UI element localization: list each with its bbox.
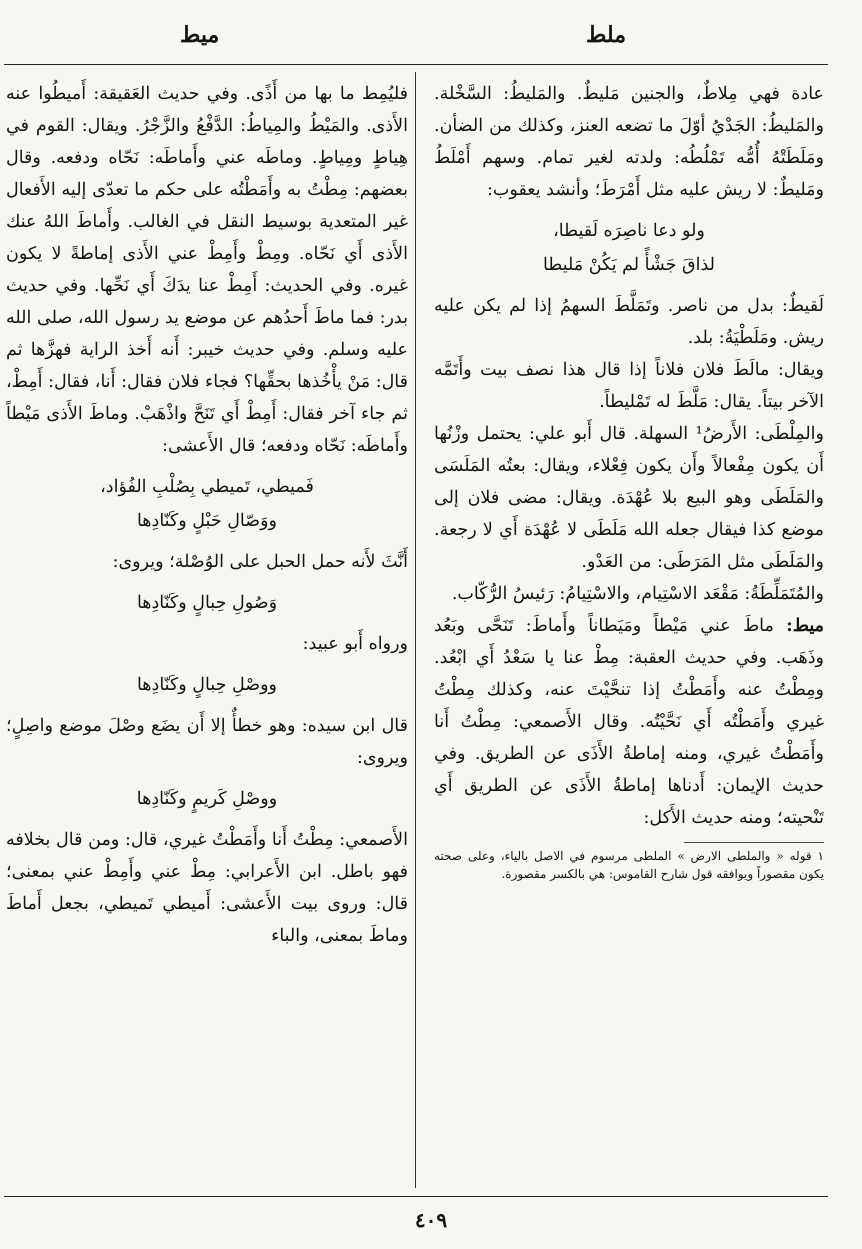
page-number: ٤٠٩ — [414, 1208, 448, 1232]
entry-paragraph: ورواه أَبو عبيد: — [302, 634, 408, 654]
running-head-right: ملط — [586, 22, 626, 48]
entry-paragraph: ويقال: مالَطَ فلان فلاناً إذا قال هذا نصف بيت وأَتَمَّه الآخر بيتاً. يقال: مَلَّطَ له تَمْليطاً. — [434, 360, 824, 412]
headword: ميط: — [786, 616, 824, 636]
footnote-rule — [684, 842, 824, 843]
verse — [6, 470, 408, 538]
verse: ووصْلِ كَريمٍ وكَنّادِها — [136, 789, 278, 809]
entry-text: ماطَ عني مَيْطاً ومَيَطاناً وأَماطَ: تَنَحَّى وبَعُد وذَهَب. وفي حديث العقبة: مِطْ عنا يا سَعْدُ أَي ابْعُد. ومِطْتُ عنه وأَمَطْتُ إذا تنحَّيْتَ عنه، وكذلك مِطْتُ غيري وأَمَطْتُه أَي نَحَّيْتُه. وقال الأَصمعي: مِطْتُ أَنا وأَمَطْتُ غيري، ومنه إماطةُ الأَذَى عن الطريق. وفي حديث الإيمان: أَدناها إماطةُ الأَذَى عن الطريق أَي تَنْحيته؛ ومنه حديث الأَكل: — [434, 616, 824, 828]
column-divider — [415, 72, 416, 1188]
entry-paragraph: والمُتَمَلِّطَةُ: مَقْعَد الاسْتِيام، والاسْتِيامُ: رَئيسُ الرُّكّاب. — [451, 584, 824, 604]
entry-paragraph — [434, 610, 824, 834]
entry-paragraph: فليُمِط ما بها من أَذًى. وفي حديث العَقيقة: أَميطُوا عنه الأَذى. والمَيْطُ والمِياطُ: الدَّفْعُ والزَّجْرُ. ويقال: القوم في هِياطٍ ومِياطٍ. وماطَه عني وأَماطَه: نَحّاه ودفعه. وقال بعضهم: مِطْتُ به وأَمَطْتُه على حكم ما تعدّى إليه الأَفعال غير المتعدية بوسيط النقل في الغالب. وأَماطَ اللهُ عنك الأَذى أَي نَحّاه. ومِطْ وأَمِطْ عني الأَذى إماطةً لا يكون غيره. وفي الحديث: أَمِطْ عنا يدَكَ أَي نَحِّها. وفي حديث بدر: فما ماطَ أَحدُهم عن موضع يد رسول الله، صلى الله عليه وسلم. وفي حديث خيبر: أَنه أَخذ الراية فهزَّها ثم قال: مَنْ يأْخُذها بحقِّها؟ فجاء فلان فقال: أَنا، فقال: أَمِطْ، ثم جاء آخر فقال: أَمِطْ أَي تَنَحَّ واذْهَبْ. وماطَ الأَذى مَيْطاً وأَماطَه: نَحّاه ودفعه؛ قال الأَعشى: — [6, 84, 408, 456]
entry-paragraph: قال ابن سيده: وهو خطأٌ إلا أَن يضَع وصْلَ موضع واصِلٍ؛ ويروى: — [6, 716, 408, 768]
footnote: ١ قوله « والملطى الارض » الملطى مرسوم في الاصل بالياء، وعلى صحته يكون مقصوراً ويوافقه قول شارح القاموس: هي بالكسر مقصورة. — [434, 849, 824, 881]
entry-paragraph: لَقيطٌ: بدل من ناصر. وتَمَلَّطَ السهمُ إذا لم يكن عليه ريش. ومَلَطْيَةُ: بلد. — [434, 296, 824, 348]
verse: ووصْلِ حِبالٍ وكَنّادِها — [136, 675, 278, 695]
entry-paragraph: والمِلْطَى: الأَرضُ¹ السهلة. قال أَبو علي: يحتمل وزْنُها أَن يكون مِفْعالاً وأَن يكون فِعْلاء، ويقال: بعتُه المَلَسَى والمَلَطَى وهو البيع بلا عُهْدَة. ويقال: مضى فلان إلى موضع كذا فيقال جعله الله مَلَطَى لا عُهْدَة أَي لا رجعة. والمَلَطَى مثل المَرَطَى: من العَدْو. — [434, 424, 824, 572]
left-column — [6, 78, 408, 1190]
entry-paragraph: عادة فهي مِلاطٌ، والجنين مَليطٌ. والمَليطُ: السَّخْلة. والمَليطُ: الجَدْيُ أوّلَ ما تضعه العنز، وكذلك من الضأن. ومَلَطَتْهُ أُمُّه تَمْلُطُه: ولدته لغير تمام. وسهم أَمْلَطُ ومَليطٌ: لا ريش عليه مثل أَمْرَطَ؛ وأنشد يعقوب: — [434, 84, 824, 200]
verse — [434, 214, 824, 282]
entry-paragraph: الأَصمعي: مِطْتُ أَنا وأَمَطْتُ غيري، قال: ومن قال بخلافه فهو باطل. ابن الأَعرابي: مِطْ عني وأَمِطْ عني بمعنى؛ قال: وروى بيت الأَعشى: أَميطي تَميطي، بجعل أَماطَ وماطَ بمعنى، والباء — [6, 830, 408, 946]
verse-line: ووَصّالِ حَبْلٍ وكَنّادِها — [136, 511, 278, 531]
verse-line: ولو دعا ناصِرَه لَقيطا، — [553, 221, 705, 241]
verse-line: لذاقَ جَشْأً لم يَكُنْ مَليطا — [543, 255, 715, 275]
entry-paragraph: أَنَّثَ لأَنه حمل الحبل على الوُصْلة؛ ويروى: — [112, 552, 408, 572]
bottom-rule — [4, 1196, 828, 1197]
running-head-left: ميط — [180, 22, 220, 48]
verse: وَصُولِ حِبالٍ وكَنّادِها — [136, 593, 278, 613]
top-rule — [4, 64, 828, 65]
right-column — [434, 78, 824, 1108]
verse-line: فَميطي، تَميطي بِصُلْبِ الفُؤاد، — [100, 477, 314, 497]
